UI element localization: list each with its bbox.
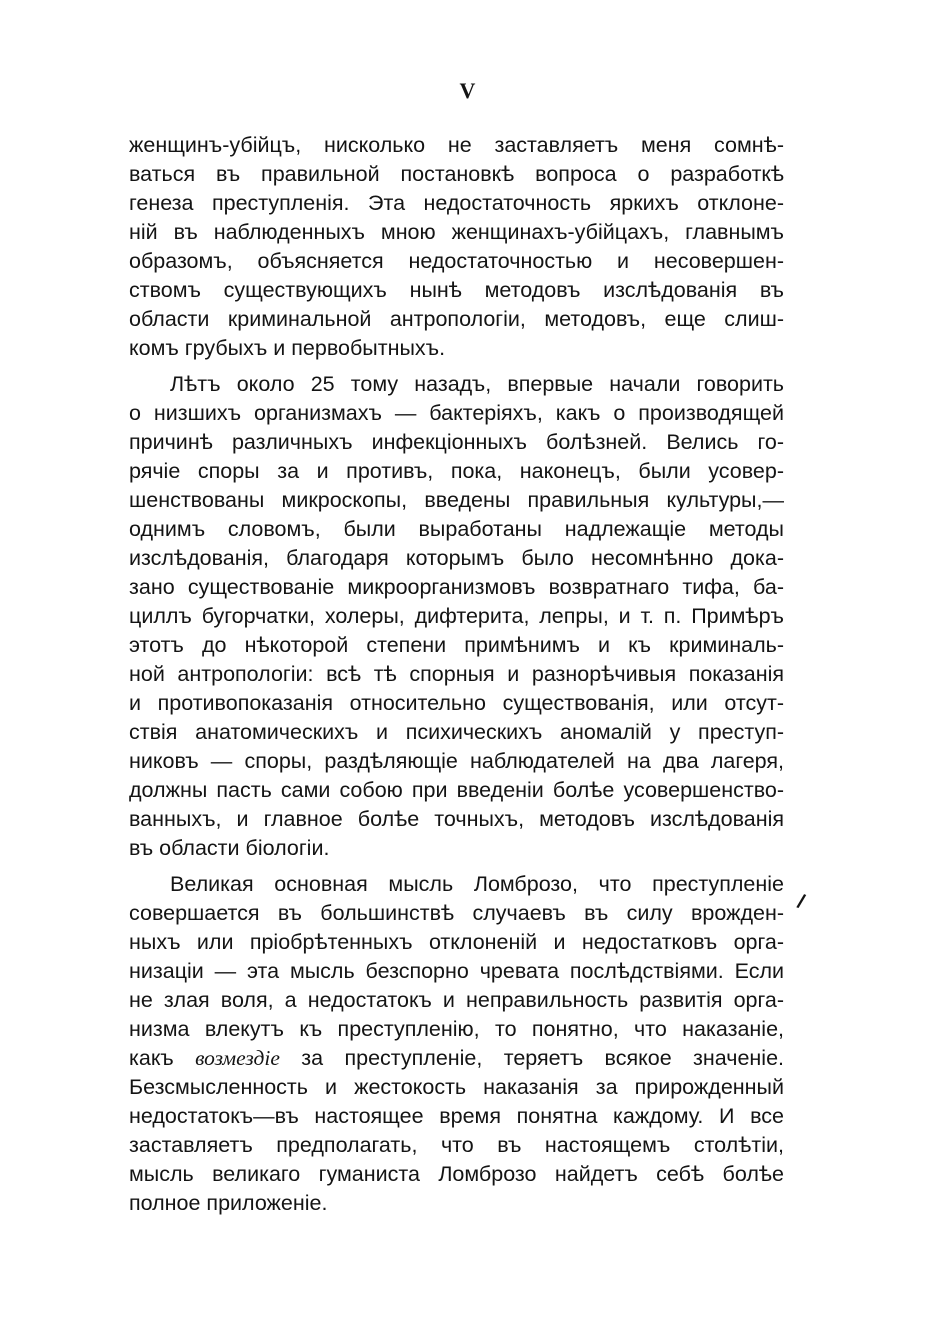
margin-mark: / [794, 890, 808, 914]
text-line: о низшихъ организмахъ — бактеріяхъ, какъ о производящей [129, 401, 784, 425]
line-tail: за преступленіе, теряетъ всякое значеніе. [279, 1046, 785, 1070]
paragraph-2 [129, 370, 784, 863]
text-line: однимъ словомъ, были выработаны надлежащіе методы [129, 517, 784, 541]
text-line: зано существованіе микроорганизмовъ возвратнаго тифа, ба- [129, 575, 784, 599]
text-line: должны пасть сами собою при введеніи болѣе усовершенство- [129, 778, 784, 802]
text-line: ваться въ правильной постановкѣ вопроса о разработкѣ [129, 162, 784, 186]
text-line: Безсмысленность и жестокость наказанія за прирожденный [129, 1075, 784, 1099]
paragraph-1 [129, 131, 784, 363]
text-line: комъ грубыхъ и первобытныхъ. [129, 336, 446, 360]
text-line: никовъ — споры, раздѣляющіе наблюдателей на два лагеря, [129, 749, 784, 773]
text-line: низма влекутъ къ преступленію, то понятно, что наказаніе, [129, 1017, 784, 1041]
text-line: ствія анатомическихъ и психическихъ аномалій у преступ- [129, 720, 784, 744]
text-line: въ области біологіи. [129, 836, 330, 860]
text-line: заставляетъ предполагать, что въ настоящемъ столѣтіи, [129, 1133, 784, 1157]
text-line: ныхъ или пріобрѣтенныхъ отклоненій и недостатковъ орга- [129, 930, 784, 954]
text-line-with-italic [129, 1044, 784, 1073]
text-line: причинѣ различныхъ инфекціонныхъ болѣзней. Велись го- [129, 430, 784, 454]
italic-word: возмездіе [195, 1046, 280, 1070]
text-line: не злая воля, а недостатокъ и неправильность развитія орга- [129, 988, 784, 1012]
text-line: этотъ до нѣкоторой степени примѣнимъ и къ криминаль- [129, 633, 784, 657]
paragraph-3 [129, 870, 784, 1218]
text-line: циллъ бугорчатки, холеры, дифтерита, лепры, и т. п. Примѣръ [129, 604, 784, 628]
text-line: женщинъ-убійцъ, нисколько не заставляетъ меня сомнѣ- [129, 133, 784, 157]
text-line: изслѣдованія, благодаря которымъ было несомнѣнно дока- [129, 546, 784, 570]
text-line: низаціи — эта мысль безспорно чревата послѣдствіями. Если [129, 959, 784, 983]
text-line: Лѣтъ около 25 тому назадъ, впервые начали говорить [170, 372, 784, 396]
body-text [129, 131, 784, 1218]
text-line: шенствованы микроскопы, введены правильныя культуры,— [129, 488, 784, 512]
line-lead: какъ [129, 1046, 196, 1070]
text-line: генеза преступленія. Эта недостаточность яркихъ отклоне- [129, 191, 784, 215]
text-line: области криминальной антропологіи, методовъ, еще слиш- [129, 307, 784, 331]
text-line: совершается въ большинствѣ случаевъ въ силу врожден- [129, 901, 784, 925]
text-line: ствомъ существующихъ нынѣ методовъ изслѣдованія въ [129, 278, 784, 302]
text-line: полное приложеніе. [129, 1191, 328, 1215]
text-line: ной антропологіи: всѣ тѣ спорныя и разнорѣчивыя показанія [129, 662, 784, 686]
text-line: недостатокъ—въ настоящее время понятна каждому. И все [129, 1104, 784, 1128]
text-line: ній въ наблюденныхъ мною женщинахъ-убійцахъ, главнымъ [129, 220, 784, 244]
text-line: Великая основная мысль Ломброзо, что преступленіе [170, 872, 784, 896]
text-line: образомъ, объясняется недостаточностью и несовершен- [129, 249, 784, 273]
text-line: и противопоказанія относительно существованія, или отсут- [129, 691, 784, 715]
text-line: рячіе споры за и противъ, пока, наконецъ, были усовер- [129, 459, 784, 483]
text-line: мысль великаго гуманиста Ломброзо найдетъ себѣ болѣе [129, 1162, 784, 1186]
text-line: ванныхъ, и главное болѣе точныхъ, методовъ изслѣдованія [129, 807, 784, 831]
page-number: V [459, 78, 477, 103]
